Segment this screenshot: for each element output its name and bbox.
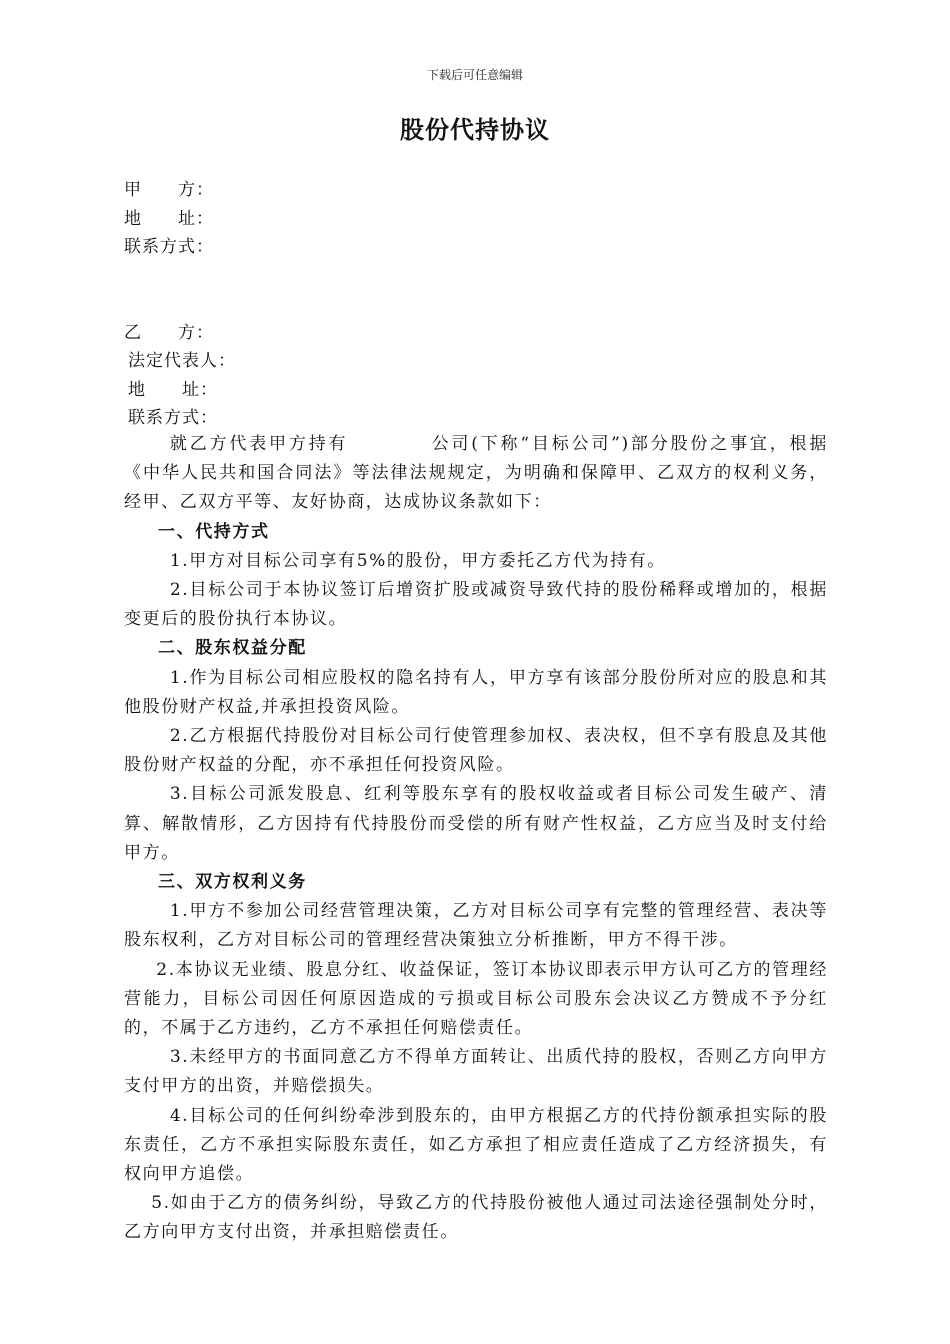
section-1-clause-1: 1.甲方对目标公司享有5%的股份，甲方委托乙方代为持有。	[169, 550, 666, 571]
section-3-clause-2: 2.本协议无业绩、股息分红、收益保证，签订本协议即表示甲方认可乙方的管理经营能力，目标公司因任何原因造成的亏损或目标公司股东会决议乙方赞成不予分红的，不属于乙方违约，乙方不承担任何赔偿责任。	[124, 959, 828, 1039]
party-b-contact-label: 联系方式：	[128, 408, 218, 428]
party-a-address-label: 地 址：	[124, 208, 214, 229]
section-3-clause-5: 5.如由于乙方的债务纠纷，导致乙方的代持股份被他人通过司法途径强制处分时，乙方向甲方支付出资，并承担赔偿责任。	[124, 1193, 828, 1243]
section-3-clause-3: 3.未经甲方的书面同意乙方不得单方面转让、出质代持的股权，否则乙方向甲方支付甲方的出资，并赔偿损失。	[124, 1047, 828, 1097]
header-note: 下载后可任意编辑	[426, 68, 523, 82]
intro-paragraph	[124, 430, 828, 518]
section-3-clause-4: 4.目标公司的任何纠纷牵涉到股东的，由甲方根据乙方的代持份额承担实际的股东责任，乙方不承担实际股东责任，如乙方承担了相应责任造成了乙方经济损失，有权向甲方追偿。	[124, 1105, 828, 1185]
section-2-clause-1: 1.作为目标公司相应股权的隐名持有人，甲方享有该部分股份所对应的股息和其他股份财产权益,并承担投资风险。	[124, 667, 828, 717]
party-a-name-label: 甲 方：	[124, 180, 214, 200]
party-a-contact-label: 联系方式：	[124, 237, 214, 257]
party-b-block	[124, 319, 236, 433]
section-3-heading: 三、双方权利义务	[158, 872, 307, 893]
intro-part1: 就乙方代表甲方持有	[169, 434, 349, 454]
section-2-heading: 二、股东权益分配	[158, 638, 307, 659]
party-a-block	[124, 176, 236, 262]
document-title: 股份代持协议	[400, 115, 550, 144]
party-b-rep-label: 法定代表人：	[128, 351, 236, 371]
party-b-address-label: 地 址：	[128, 379, 218, 400]
section-1-clause-2: 2.目标公司于本协议签订后增资扩股或减资导致代持的股份稀释或增加的，根据变更后的股份执行本协议。	[124, 580, 828, 630]
parties-block	[124, 176, 236, 433]
section-2-clause-3: 3.目标公司派发股息、红利等股东享有的股权收益或者目标公司发生破产、清算、解散情形，乙方因持有代持股份而受偿的所有财产性权益，乙方应当及时支付给甲方。	[124, 784, 828, 863]
section-3-clause-1: 1.甲方不参加公司经营管理决策，乙方对目标公司享有完整的管理经营、表决等股东权利，乙方对目标公司的管理经营决策独立分析推断，甲方不得干涉。	[124, 901, 828, 951]
party-b-name-label: 乙 方：	[124, 322, 214, 343]
intro-part2: 公司(下称“目标公司”)部分股份之事宜，根据《中华人民共和国合同法》等法律法规规定，为明确和保障甲、乙双方的权利义务，经甲、乙双方平等、友好协商，达成协议条款如下：	[124, 434, 828, 513]
section-1-heading: 一、代持方式	[158, 521, 270, 542]
agreement-body	[124, 430, 828, 1248]
section-2-clause-2: 2.乙方根据代持股份对目标公司行使管理参加权、表决权，但不享有股息及其他股份财产权益的分配，亦不承担任何投资风险。	[124, 726, 828, 776]
